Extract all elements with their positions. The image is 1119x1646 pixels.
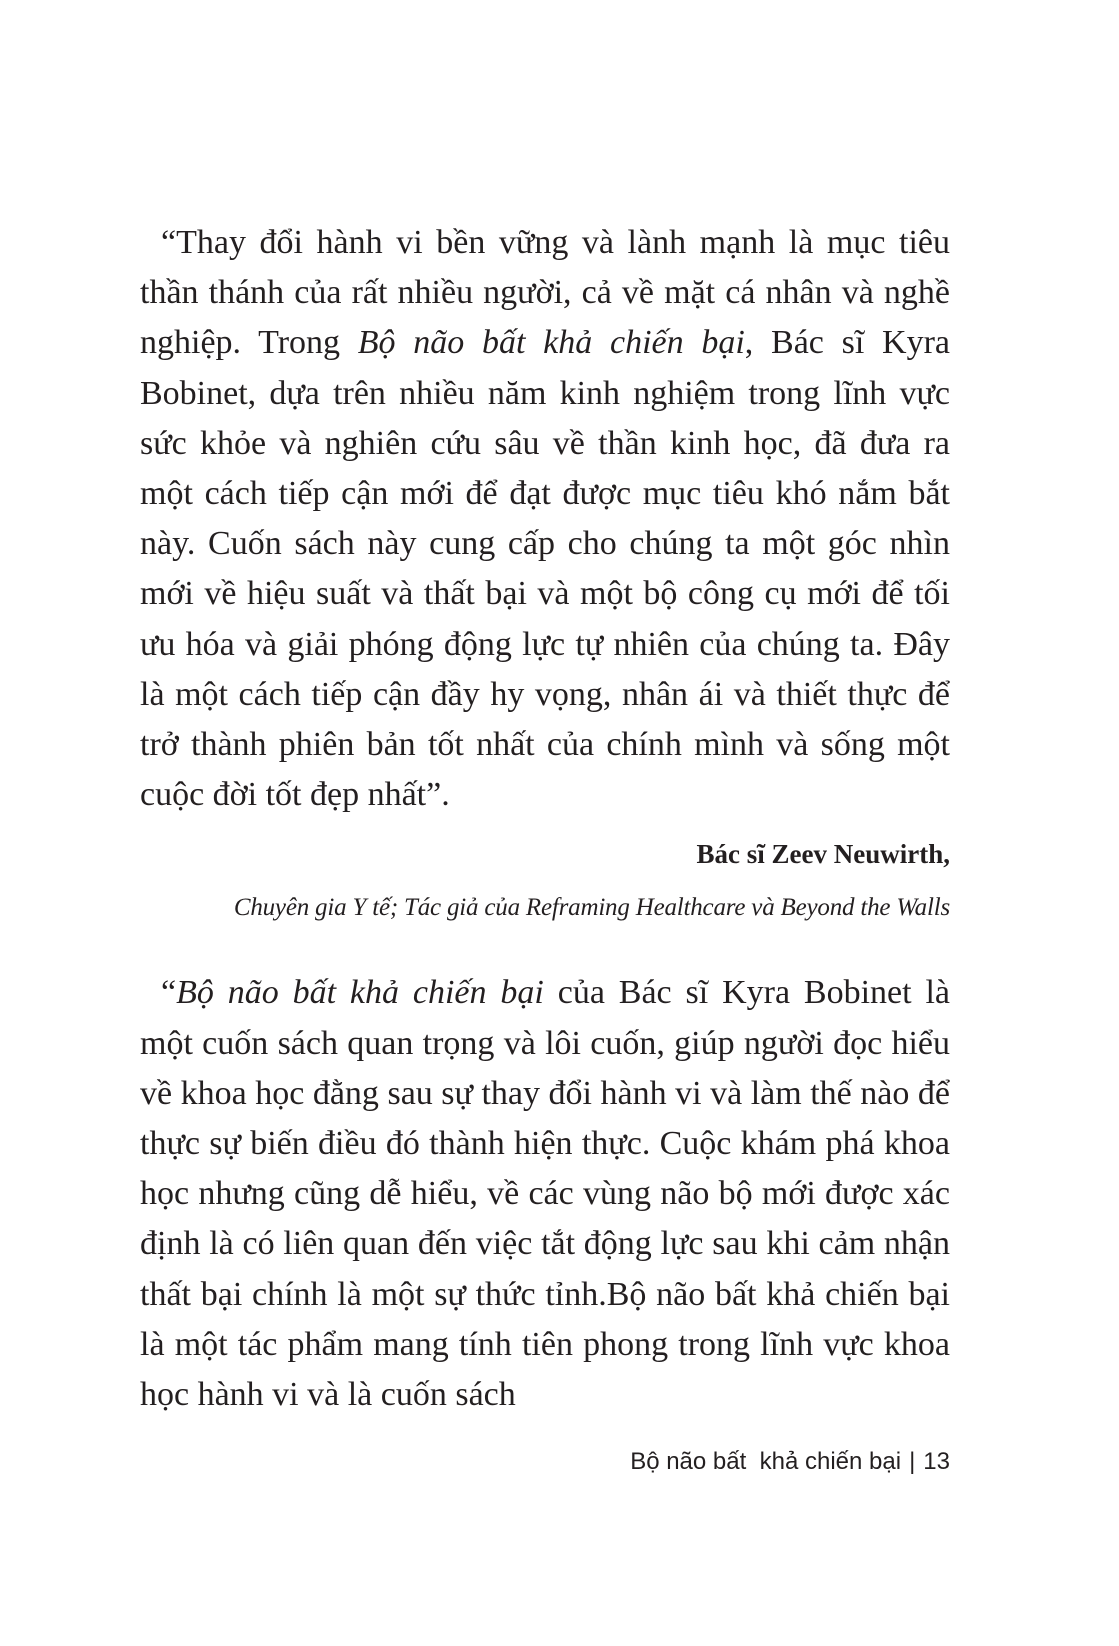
quote-paragraph-2: [140, 968, 950, 1420]
attribution-name: Bác sĩ Zeev Neuwirth,: [696, 839, 950, 870]
quote2-open-quote: “: [161, 974, 177, 1012]
quote2-text: của Bác sĩ Kyra Bobinet là một cuốn sách quan trọng và lôi cuốn, giúp người đọc hiểu về khoa học đằng sau sự thay đổi hành vi và làm thế nào để thực sự biến điều đó thành hiện thực. Cuộc khám phá khoa học nhưng cũng dễ hiểu, về các vùng não bộ mới được xác định là có liên quan đến việc tắt động lực sau khi cảm nhận thất bại chính là một sự thức tỉnh.Bộ não bất khả chiến bại là một tác phẩm mang tính tiên phong trong lĩnh vực khoa học hành vi và là cuốn sách: [140, 974, 950, 1414]
footer-book-name: Bộ não bất khả chiến bại: [630, 1448, 902, 1475]
section-spacer: [140, 926, 950, 968]
quote-paragraph-1: [140, 218, 950, 820]
footer-separator: |: [909, 1448, 916, 1475]
page-number: 13: [923, 1448, 950, 1475]
quote1-text-before: “Thay đổi hành vi bền vững và lành mạnh là mục tiêu thần thánh của rất nhiều người, cả về mặt cá nhân và nghề nghiệp. Trong: [140, 224, 950, 362]
quote1-text-after: , Bác sĩ Kyra Bobinet, dựa trên nhiều năm kinh nghiệm trong lĩnh vực sức khỏe và nghiên cứu sâu về thần kinh học, đã đưa ra một cách tiếp cận mới để đạt được mục tiêu khó nắm bắt này. Cuốn sách này cung cấp cho chúng ta một góc nhìn mới về hiệu suất và thất bại và một bộ công cụ mới để tối ưu hóa và giải phóng động lực tự nhiên của chúng ta. Đây là một cách tiếp cận đầy hy vọng, nhân ái và thiết thực để trở thành phiên bản tốt nhất của chính mình và sống một cuộc đời tốt đẹp nhất”.: [140, 324, 950, 814]
quote1-book-title: Bộ não bất khả chiến bại: [357, 324, 745, 362]
attribution-title: Chuyên gia Y tế; Tác giả của Reframing Healthcare và Beyond the Walls: [233, 894, 950, 922]
page-footer: [630, 1444, 950, 1480]
quote2-book-title: Bộ não bất khả chiến bại: [176, 974, 544, 1012]
page-body: [140, 218, 950, 1420]
